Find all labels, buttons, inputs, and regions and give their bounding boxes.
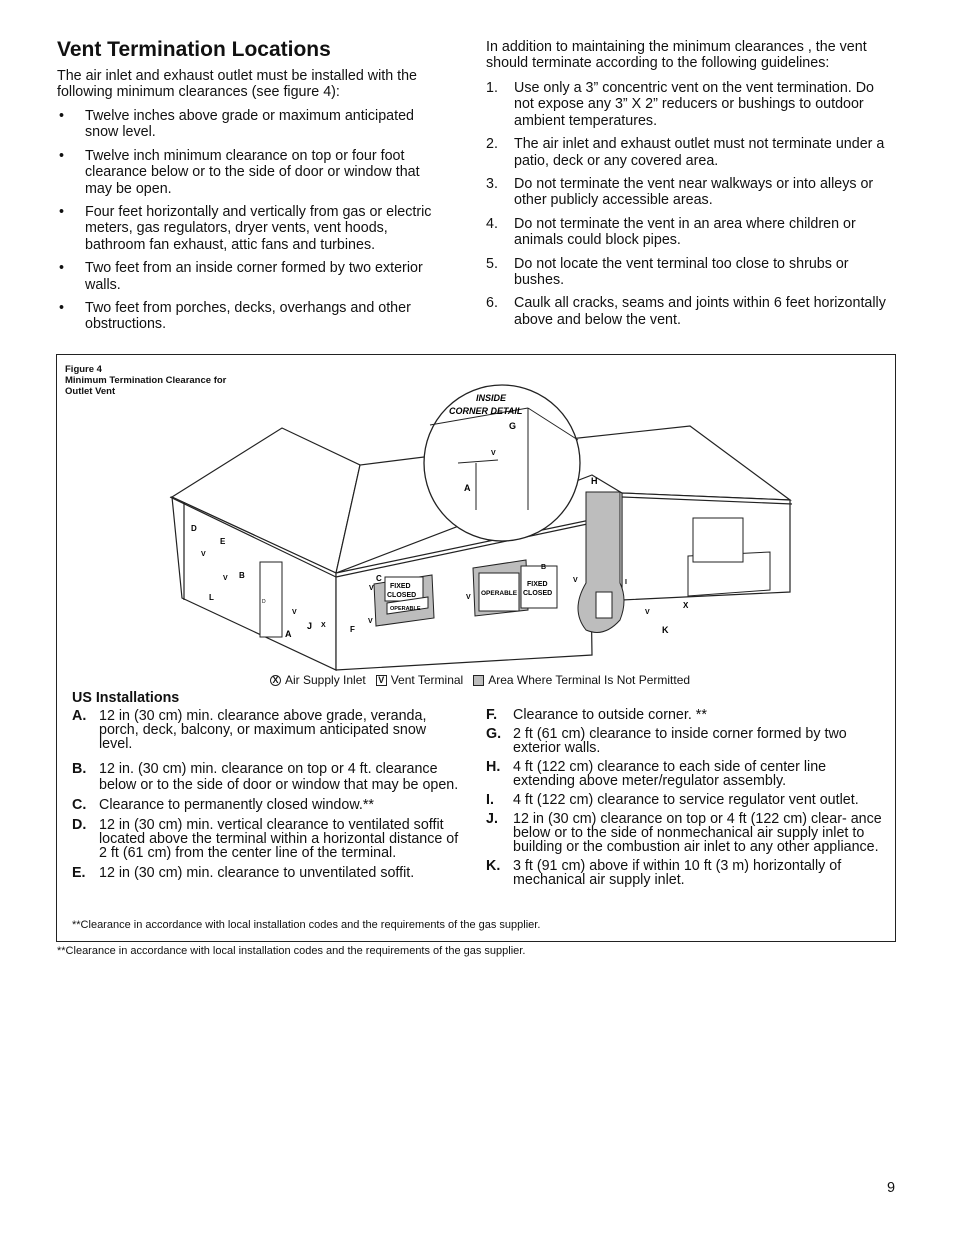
definition-item	[486, 760, 891, 788]
figure-footnote: **Clearance in accordance with local installation codes and the requirements of the gas supplier.	[72, 919, 541, 931]
label-v-inset: V	[491, 450, 496, 457]
label-h: H	[591, 476, 598, 486]
definition-item	[486, 708, 891, 722]
definition-item	[72, 818, 462, 860]
label-i: I	[625, 579, 627, 586]
guideline-number: 3.	[486, 176, 498, 193]
definition-text: 12 in. (30 cm) min. clearance on top or 4 ft. clearance below or to the side of door or window that may be open.	[99, 761, 459, 793]
label-v-h: V	[645, 609, 650, 616]
inset-label-line2: CORNER DETAIL	[449, 406, 523, 416]
label-v-d: V	[369, 585, 374, 592]
bullet-text: Two feet from an inside corner formed by two exterior walls.	[85, 260, 423, 293]
guideline-number: 5.	[486, 255, 498, 272]
definition-item	[72, 709, 462, 751]
inset-label-line1: INSIDE	[476, 393, 507, 403]
label-d: D	[191, 524, 197, 533]
label-v-a: V	[201, 551, 206, 558]
label-v-c: V	[292, 609, 297, 616]
definition-letter: G.	[486, 726, 502, 742]
bullet-text: Four feet horizontally and vertically from gas or electric meters, gas regulators, dryer vents, vent hoods, bathroom fan exhaust, attic fans and turbines.	[85, 204, 432, 253]
vent-terminal-symbol: V	[376, 675, 387, 686]
definition-text: 4 ft (122 cm) clearance to each side of center line extending above meter/regulator assembly.	[513, 759, 827, 789]
definition-text: Clearance to permanently closed window.**	[99, 797, 374, 813]
window-fixed-label-2: FIXED	[527, 581, 548, 588]
definition-text: 12 in (30 cm) clearance on top or 4 ft (122 cm) clear- ance below or to the side of nonmechanical air supply inlet to building or the combustion air inlet to any other appliance.	[513, 811, 882, 855]
definition-text: 12 in (30 cm) min. clearance above grade, veranda, porch, deck, balcony, or maximum anticipated snow level.	[99, 708, 427, 752]
definition-letter: K.	[486, 858, 501, 874]
guideline-number: 1.	[486, 80, 498, 96]
bullet-mark: •	[59, 204, 65, 221]
definition-text: 3 ft (91 cm) above if within 10 ft (3 m) horizontally of mechanical air supply inlet.	[513, 858, 842, 888]
window-closed-label-2: CLOSED	[523, 590, 553, 597]
guideline-text: The air inlet and exhaust outlet must not terminate under a patio, deck or any covered area.	[514, 136, 885, 169]
definition-letter: H.	[486, 759, 501, 775]
definition-item	[486, 793, 891, 807]
page-title: Vent Termination Locations	[57, 38, 331, 61]
intro-left-paragraph: The air inlet and exhaust outlet must be installed with the following minimum clearances (see figure 4):	[57, 68, 418, 101]
label-v-f: V	[466, 594, 471, 601]
bullet-mark: •	[59, 300, 65, 317]
label-b-left: B	[239, 571, 245, 580]
definition-item	[72, 798, 462, 812]
definition-letter: I.	[486, 792, 494, 808]
not-permitted-area-swatch	[473, 675, 484, 686]
label-a-inset: A	[464, 483, 471, 493]
legend-vent-terminal-label: Vent Terminal	[390, 673, 464, 687]
label-e: E	[220, 537, 226, 546]
definition-letter: J.	[486, 811, 498, 827]
label-j: J	[307, 621, 313, 631]
bullet-mark: •	[59, 260, 65, 277]
label-x-right: X	[683, 601, 689, 610]
us-installations-heading: US Installations	[72, 690, 180, 706]
guideline-text: Caulk all cracks, seams and joints within 6 feet horizontally above and below the vent.	[514, 295, 886, 328]
window-right	[693, 518, 743, 562]
definition-item	[72, 866, 462, 880]
intro-right-paragraph: In addition to maintaining the minimum clearances , the vent should terminate according to the following guidelines:	[486, 39, 867, 72]
label-v-e: V	[368, 618, 373, 625]
figure-number: Figure 4	[65, 364, 102, 375]
window-operable-label-1: OPERABLE	[390, 606, 421, 612]
label-v-b: V	[223, 575, 228, 582]
definition-item	[486, 727, 891, 755]
figure-legend	[270, 673, 690, 687]
definition-text: 4 ft (122 cm) clearance to service regulator vent outlet.	[513, 792, 859, 808]
guideline-number: 4.	[486, 215, 498, 232]
definition-item	[486, 859, 891, 887]
figure-title-line1: Minimum Termination Clearance for	[65, 375, 227, 386]
label-a-house: A	[285, 629, 292, 639]
clearance-definitions-right	[486, 708, 891, 892]
bullet-text: Twelve inches above grade or maximum anticipated snow level.	[85, 108, 414, 141]
definition-letter: A.	[72, 708, 87, 724]
legend-air-supply-label: Air Supply Inlet	[285, 673, 366, 687]
bullet-text: Twelve inch minimum clearance on top or four foot clearance below or to the side of door or window that may be open.	[85, 147, 420, 197]
guideline-text: Do not terminate the vent near walkways or into alleys or other publicly accessible areas.	[514, 176, 874, 209]
definition-text: Clearance to outside corner. **	[513, 707, 707, 723]
guideline-number: 2.	[486, 136, 498, 153]
bullet-text: Two feet from porches, decks, overhangs and other obstructions.	[85, 300, 411, 333]
window-operable-label-2: OPERABLE	[481, 590, 518, 597]
definition-letter: D.	[72, 817, 87, 833]
label-x-left: X	[321, 622, 326, 629]
definition-text: 12 in (30 cm) min. clearance to unventilated soffit.	[99, 865, 415, 881]
label-k: K	[662, 625, 669, 635]
definition-letter: C.	[72, 797, 87, 813]
definition-letter: B.	[72, 761, 87, 777]
page-number: 9	[887, 1180, 896, 1196]
guideline-text: Do not locate the vent terminal too close to shrubs or bushes.	[514, 255, 849, 289]
gas-meter	[596, 592, 612, 618]
guideline-number: 6.	[486, 295, 498, 312]
label-g: G	[509, 421, 517, 431]
page-footnote: **Clearance in accordance with local installation codes and the requirements of the gas supplier.	[57, 945, 526, 957]
definition-letter: F.	[486, 707, 498, 723]
window-fixed-label-1: FIXED	[390, 583, 411, 590]
window-closed-label-1: CLOSED	[387, 592, 417, 599]
figure-title-line2: Outlet Vent	[65, 386, 116, 397]
bullet-mark: •	[59, 147, 65, 164]
air-supply-inlet-symbol: X	[270, 675, 281, 686]
definition-text: 2 ft (61 cm) clearance to inside corner formed by two exterior walls.	[513, 726, 847, 756]
guideline-text: Use only a 3” concentric vent on the vent termination. Do not expose any 3” X 2” reducers or bushings to outdoor ambient temperatures.	[514, 80, 874, 129]
definition-text: 12 in (30 cm) min. vertical clearance to ventilated soffit located above the terminal within a horizontal distance of 2 ft (61 cm) from the center line of the terminal.	[99, 817, 459, 861]
definition-item	[486, 812, 891, 854]
legend-not-permitted-label: Area Where Terminal Is Not Permitted	[488, 673, 691, 687]
bullet-mark: •	[59, 108, 65, 124]
guideline-text: Do not terminate the vent in an area where children or animals could block pipes.	[514, 215, 856, 249]
label-c: C	[376, 574, 382, 583]
label-l: L	[209, 593, 214, 602]
clearance-definitions-left	[72, 709, 462, 885]
label-v-g: V	[573, 577, 578, 584]
label-b-mid: B	[541, 564, 547, 571]
door-label: D	[262, 599, 266, 605]
definition-letter: E.	[72, 865, 86, 881]
definition-item	[72, 761, 462, 793]
label-f: F	[350, 625, 355, 634]
